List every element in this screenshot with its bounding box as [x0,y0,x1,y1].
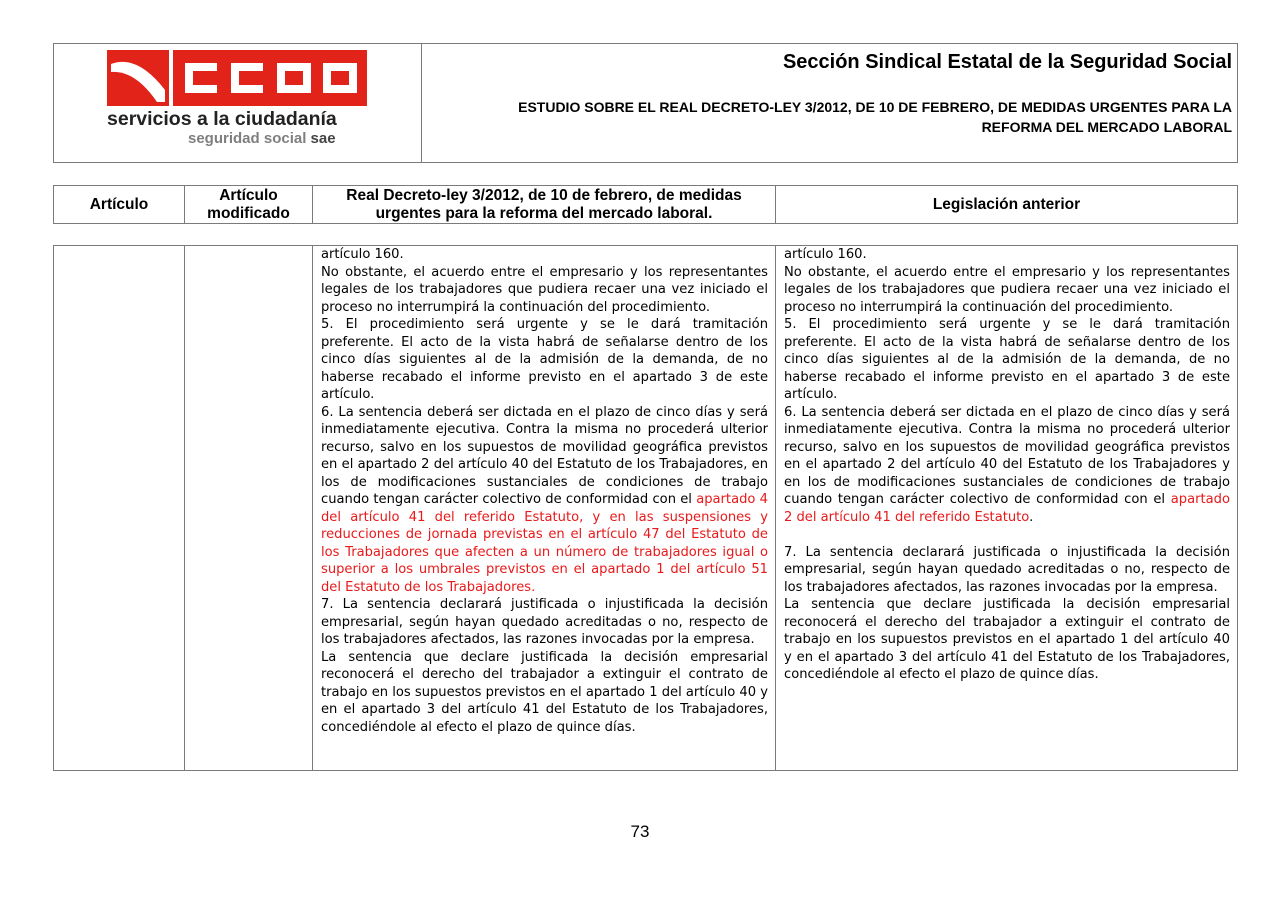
logo-subtagline: seguridad social sae [188,130,336,147]
cell-articulo-modificado [185,246,313,770]
cell-old-text: artículo 160. No obstante, el acuerdo entre el empresario y los representantes legales de los trabajadores que pudiera recaer una vez iniciado el proceso no interrumpirá la continuación del procedimiento. 5. El procedimiento será urgente y se le dará tramitación preferente. El acto de la vista habrá de señalarse dentro de los cinco días siguientes al de la admisión de la demanda, de no haberse recabado el informe previsto en el apartado 3 de este artículo. 6. La sentencia deberá ser dictada en el plazo de cinco días y será inmediatamente ejecutiva. Contra la misma no procederá ulterior recurso, salvo en los supuestos de movilidad geográfica previstos en el apartado 2 del artículo 40 del Estatuto de los Trabajadores y en los de modificaciones sustanciales de condiciones de trabajo cuando tengan carácter colectivo de conformidad con el apartado 2 del artículo 41 del referido Estatuto. 7. La sentencia declarará justificada o injustificada la decisión empresarial, según hayan quedado acreditadas o no, respecto de los trabajadores afectados, las razones invocadas por la empresa. La sentencia que declare justificada la decisión empresarial reconocerá el derecho del trabajador a extinguir el contrato de trabajo en los supuestos previstos en el apartado 1 del artículo 40 y en el apartado 3 del artículo 41 del Estatuto de los Trabajadores, concediéndole al efecto el plazo de quince días. [784,247,1230,682]
comparison-table [53,245,1238,771]
org-title: Sección Sindical Estatal de la Seguridad Social [782,51,1232,73]
header-legislacion-anterior: Legislación anterior [932,195,1081,213]
svg-text:CCOO: CCOO [237,102,240,103]
title-cell [422,44,1237,162]
document-header [53,43,1238,163]
cell-new-text: artículo 160. No obstante, el acuerdo entre el empresario y los representantes legales de los trabajadores que pudiera recaer una vez iniciado el proceso no interrumpirá la continuación del procedimiento. 5. El procedimiento será urgente y se le dará tramitación preferente. El acto de la vista habrá de señalarse dentro de los cinco días siguientes al de la admisión de la demanda, de no haberse recabado el informe previsto en el apartado 3 de este artículo. 6. La sentencia deberá ser dictada en el plazo de cinco días y será inmediatamente ejecutiva. Contra la misma no procederá ulterior recurso, salvo en los supuestos de movilidad geográfica previstos en el apartado 2 del artículo 40 del Estatuto de los Trabajadores, en los de modificaciones sustanciales de condiciones de trabajo cuando tengan carácter colectivo de conformidad con el apartado 4 del artículo 41 del referido Estatuto, y en las suspensiones y reducciones de jornada previstas en el artículo 47 del Estatuto de los Trabajadores que afecten a un número de trabajadores igual o superior a los umbrales previstos en el apartado 1 del artículo 51 del Estatuto de los Trabajadores. 7. La sentencia declarará justificada o injustificada la decisión empresarial, según hayan quedado acreditadas o no, respecto de los trabajadores afectados, las razones invocadas por la empresa. La sentencia que declare justificada la decisión empresarial reconocerá el derecho del trabajador a extinguir el contrato de trabajo en los supuestos previstos en el apartado 1 del artículo 40 y en el apartado 3 del artículo 41 del Estatuto de los Trabajadores, concediéndole al efecto el plazo de quince días. [313,246,776,770]
cell-articulo [54,246,185,770]
header-articulo: Artículo [54,186,185,223]
header-real-decreto: Real Decreto-ley 3/2012, de 10 de febrero, de medidas urgentes para la reforma del mercado laboral. [313,186,776,223]
highlighted-change: apartado 2 del artículo 41 del referido Estatuto [784,492,1230,525]
page-number: 73 [630,822,650,841]
logo-cell [54,44,422,162]
highlighted-change: apartado 4 del artículo 41 del referido Estatuto, y en las suspensiones y reducciones de jornada previstas en el artículo 47 del Estatuto de los Trabajadores que afecten a un número de trabajadores igual o superior a los umbrales previstos en el apartado 1 del artículo 51 del Estatuto de los Trabajadores. [321,492,768,595]
header-articulo-modificado: Artículo modificado [185,186,313,223]
ccoo-logo [107,50,367,106]
column-headers [53,185,1238,224]
study-title: ESTUDIO SOBRE EL REAL DECRETO-LEY 3/2012, DE 10 DE FEBRERO, DE MEDIDAS URGENTES PARA LA REFORMA DEL MERCADO LABORAL [518,99,1232,135]
logo-tagline: servicios a la ciudadanía [107,108,337,130]
